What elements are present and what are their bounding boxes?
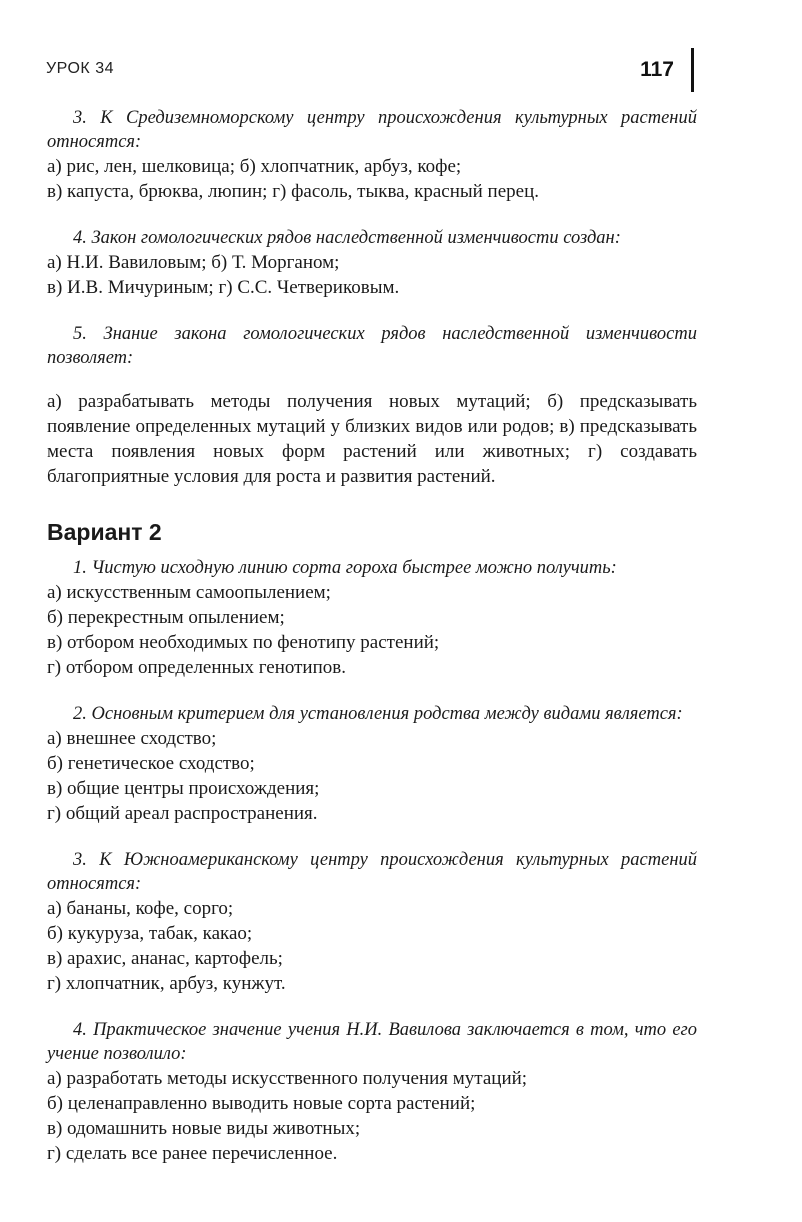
answer-line: а) разработать методы искусственного получения мутаций;	[47, 1068, 528, 1089]
running-head: УРОК 34	[46, 60, 114, 77]
answer-line: а) рис, лен, шелковица; б) хлопчатник, арбуз, кофе;	[47, 156, 462, 177]
answer-line: а) внешнее сходство;	[47, 728, 217, 749]
answer-line: г) общий ареал распространения.	[47, 803, 318, 824]
question-block	[47, 702, 697, 826]
page-number: 117	[640, 58, 674, 81]
question-block	[47, 226, 697, 300]
question-text: 3. К Средиземноморскому центру происхождения культурных растений относятся:	[47, 108, 697, 152]
variant-heading: Вариант 2	[47, 519, 162, 545]
answer-paragraph: а) разрабатывать методы получения новых мутаций; б) предсказывать появление определенных мутаций у близких видов или родов; в) предсказывать места появления новых форм растений или животных; г) создавать благоприятные условия для роста и развития растений.	[47, 391, 697, 487]
question-text: 1. Чистую исходную линию сорта гороха быстрее можно получить:	[73, 558, 617, 578]
answer-line: г) сделать все ранее перечисленное.	[47, 1143, 338, 1164]
question-text: 5. Знание закона гомологических рядов наследственной изменчивости позволяет:	[47, 324, 697, 368]
question-block	[47, 556, 697, 680]
question-text: 3. К Южноамериканскому центру происхождения культурных растений относятся:	[47, 850, 697, 894]
question-text: 4. Закон гомологических рядов наследственной изменчивости создан:	[73, 228, 621, 248]
question-block	[47, 106, 697, 204]
answer-line: а) бананы, кофе, сорго;	[47, 898, 234, 919]
question-block	[47, 848, 697, 996]
answer-line: в) И.В. Мичуриным; г) С.С. Четвериковым.	[47, 277, 400, 298]
answer-line: б) целенаправленно выводить новые сорта растений;	[47, 1093, 476, 1114]
page-number-rule	[691, 48, 694, 92]
answer-line: а) искусственным самоопылением;	[47, 582, 331, 603]
answer-line: г) отбором определенных генотипов.	[47, 657, 346, 678]
page-content	[47, 106, 697, 1176]
question-block	[47, 1018, 697, 1166]
answer-line: г) хлопчатник, арбуз, кунжут.	[47, 973, 286, 994]
answer-line: а) Н.И. Вавиловым; б) Т. Морганом;	[47, 252, 340, 273]
answer-line: в) общие центры происхождения;	[47, 778, 320, 799]
question-text: 4. Практическое значение учения Н.И. Вавилова заключается в том, что его учение позволило:	[47, 1020, 697, 1064]
question-block	[47, 322, 697, 489]
answer-line: в) капуста, брюква, люпин; г) фасоль, тыква, красный перец.	[47, 181, 539, 202]
answer-line: в) одомашнить новые виды животных;	[47, 1118, 361, 1139]
answer-line: б) генетическое сходство;	[47, 753, 255, 774]
answer-line: в) отбором необходимых по фенотипу растений;	[47, 632, 440, 653]
answer-line: в) арахис, ананас, картофель;	[47, 948, 283, 969]
question-text: 2. Основным критерием для установления родства между видами является:	[73, 704, 683, 724]
answer-line: б) кукуруза, табак, какао;	[47, 923, 253, 944]
answer-line: б) перекрестным опылением;	[47, 607, 285, 628]
